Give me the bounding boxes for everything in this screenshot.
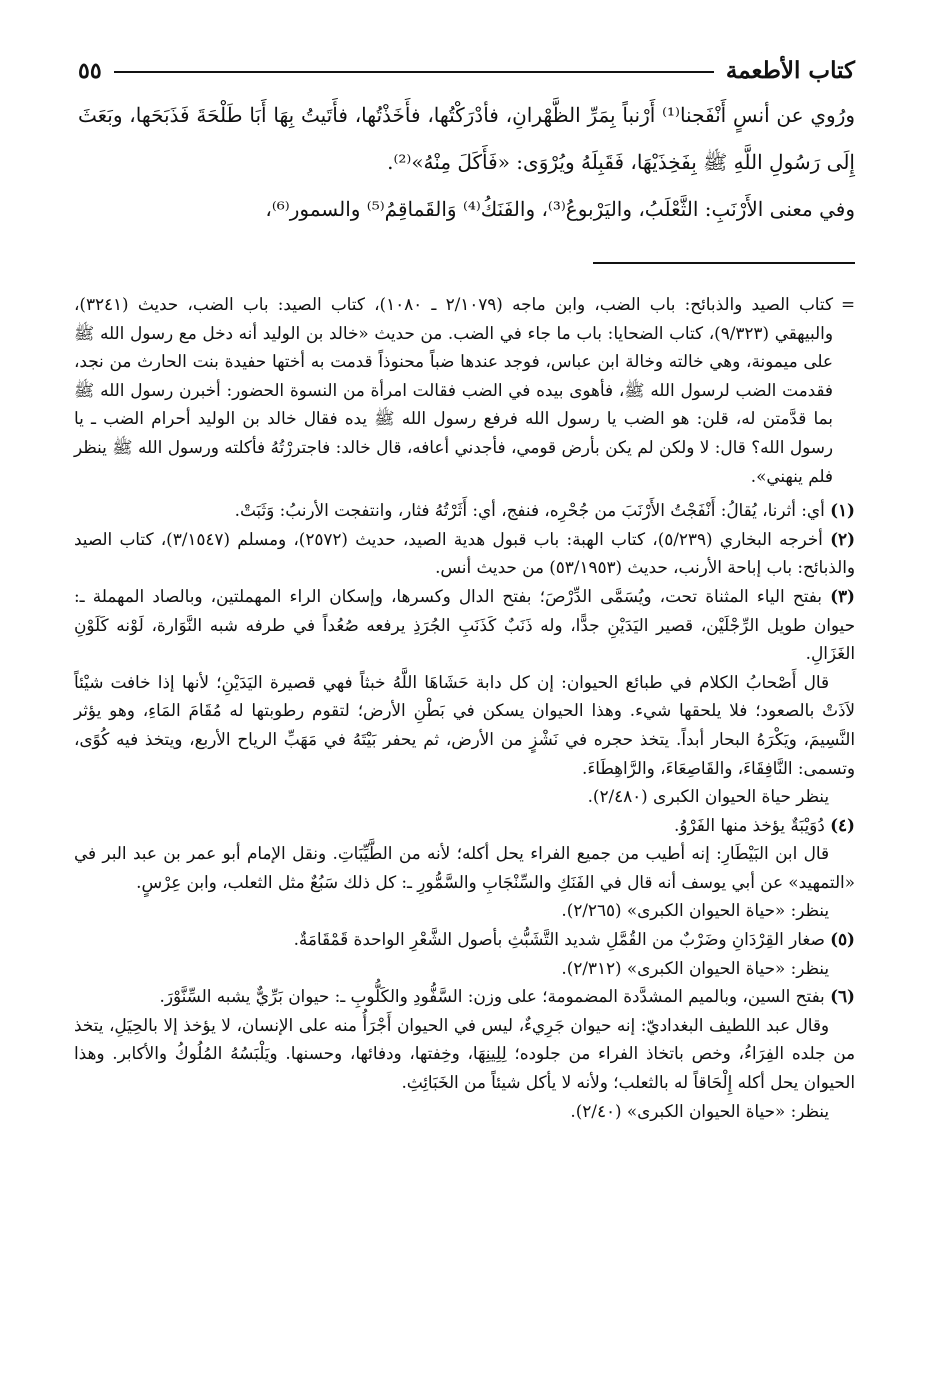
- footnote-text: دُوَيْبَةٌ يؤخذ منها الفَرْوُ.: [674, 814, 825, 835]
- main-paragraph: وفي معنى الأَرْنَبِ: الثَّعْلَبُ، واليَرْبوعُ⁽³⁾، والفَنَكُ⁽⁴⁾ وَالقَماقِمُ⁽⁵⁾ والسمور⁽⁶⁾،: [265, 197, 855, 221]
- running-title: كتاب الأطعمة: [725, 57, 855, 84]
- footnote-text: أي: أثرنا، يُقالُ: أَنْفَجْتُ الأَرْنَبَ من جُحْرِه، فنفج، أي: أَثَرْتُهُ فثار، وانتفجت الأرنبُ: وَثَبَتْ.: [234, 500, 825, 521]
- continuation-text: كتاب الصيد والذبائح: باب الضب، وابن ماجه (٢/١٠٧٩ ـ ١٠٨٠)، كتاب الصيد: باب الضب، حديث (٣٢٤١)، والبيهقي (٩/٣٢٣)، كتاب الضحايا: باب ما جاء في الضب. من حديث «خالد بن الوليد أنه دخل مع رسول الله ﷺ على ميمونة، وهي خالته وخالة ابن عباس، فوجد عندها ضباً محنوذاً قدمت به أختها حفيدة بنت الحارث من نجد، فقدمت الضب لرسول الله ﷺ، فأهوى بيده في الضب فقالت امرأة من النسوة الحضور: أخبرن رسول الله ﷺ بما قدَّمتن له، قلن: هو الضب يا رسول الله فرفع رسول الله ﷺ يده فقال خالد بن الوليد أحرام الضب ـ يا رسول الله؟ قال: لا ولكن لم يكن بأرض قومي، فأجدني أعافه، قال خالد: فاجتررْتُهُ فأكلته ورسول الله ﷺ ينظر فلم ينهني».: [74, 294, 833, 486]
- footnote-2: [74, 525, 855, 582]
- footnote-5: [74, 925, 855, 954]
- page-header: [78, 44, 855, 84]
- main-text: [78, 92, 855, 233]
- footnote-text: صغار القِرْدَانِ وضَرْبٌ من القُمَّلِ شديد التَّشَبُّثِ بأصول الشَّعْرِ الواحدة قَمْقَامَةٌ.: [293, 929, 825, 950]
- footnote-marker: (١): [830, 500, 855, 521]
- footnote-text: بفتح الياء المثناة تحت، ويُسَمَّى الدِّرْصَ؛ بفتح الدال وكسرها، وإسكان الراء المهملتين، وبالصاد المهملة ـ: حيوان طويل الرِّجْلَيْن، قصير اليَدَيْنِ جدًّا، وله ذَنَبٌ كَذَنَبِ الجُرَذِ يرفعه صُعُداً في طرفه شبه النَّوَارة، لَوْنه كَلَوْنِ الغَزَالِ.: [74, 585, 855, 664]
- footnote-separator: [593, 262, 855, 264]
- footnote-marker: (٥): [830, 929, 855, 950]
- footnote-3-paragraph: قال أَصْحابُ الكلام في طبائع الحيوان: إن كل دابة حَشَاهَا اللَّهُ خبثاً فهي قصيرة اليَدَيْنِ؛ لأنها إذا خافت شيْئاً لاَذَتْ بالصعود؛ فلا يلحقها شيء. وهذا الحيوان يسكن في بَطْنِ الأرض؛ لتقوم رطوبتها له مُقَامَ المَاءِ، وهو يؤثر النَّسِيمَ، ويَكْرَهُ البحار أبداً. يتخذ حجره في نَشْزٍ من الأرض، ثم يحفر بَيْتَهُ في مَهَبِّ الرياح الأربع، ويتخذ فيه كُوًى، وتسمى: النَّافِقَاءَ، والقَاصِعَاءَ، والرَّاهِطَاءَ.: [74, 671, 855, 778]
- page-number: ٥٥: [78, 58, 102, 84]
- footnote-4: [74, 811, 855, 840]
- continuation-mark: =: [840, 294, 855, 314]
- footnote-1: [74, 496, 855, 525]
- footnote-6: [74, 982, 855, 1011]
- footnote-marker: (٢): [830, 528, 856, 549]
- footnote-6-paragraph: وقال عبد اللطيف البغداديّ: إنه حيوان جَرِيءٌ، ليس في الحيوان أَجْرَأُ منه على الإنسان، لا يؤخذ إلا بالحِيَلِ، يتخذ من جلده الفِرَاءُ، وخص باتخاذ الفراء من جلوده؛ لِلِينِهَا، وخِفتها، ودفائها، وحسنها. ويَلْبَسُهُ المُلُوكُ والأكابر. وهذا الحيوان يحل أكله إِلْحَاقاً له بالثعلب؛ ولأنه لا يأكل شيئاً من الخَبَائِثِ.: [74, 1014, 855, 1093]
- footnote-continuation: [74, 290, 855, 490]
- footnote-marker: (٣): [830, 585, 855, 606]
- footnote-3: [74, 582, 855, 668]
- footnote-marker: (٦): [830, 986, 855, 1007]
- footnote-4-reference: ينظر: «حياة الحيوان الكبرى» (٢/٢٦٥).: [561, 900, 829, 921]
- main-paragraph: ورُوي عن أنسٍ أَنْفَجنا⁽¹⁾ أَرْنباً بِمَرِّ الظَّهْرانِ، فأدْرَكْتُها، فأَخَذْتُها، فأَتَيتُ بِهَا أَبَا طَلْحَةَ فَذَبَحَها، وبَعَثَ إِلَى رَسُولِ اللَّهِ ﷺ بِفَخِذَيْهَا، فَقَبِلَهُ ويُرْوَى: «فَأَكَلَ مِنْهُ»⁽²⁾.: [78, 103, 856, 174]
- footnote-marker: (٤): [830, 814, 855, 835]
- footnote-text: بفتح السين، وبالميم المشدَّدة المضمومة؛ على وزن: السَّفُّودِ والكَلُّوبِ ـ: حيوان بَرِّيٌّ يشبه السِّنَّوْرَ.: [159, 986, 825, 1007]
- footnote-text: أخرجه البخاري (٥/٢٣٩)، كتاب الهبة: باب قبول هدية الصيد، حديث (٢٥٧٢)، ومسلم (٣/١٥٤٧)، كتاب الصيد والذبائح: باب إباحة الأرنب، حديث (٥٣/١٩٥٣) من حديث أنس.: [74, 528, 855, 578]
- footnote-6-reference: ينظر: «حياة الحيوان الكبرى» (٢/٤٠).: [570, 1100, 829, 1121]
- footnote-4-paragraph: قال ابن البَيْطَارِ: إنه أطيب من جميع الفراء يحل أكله؛ لأنه من الطَّيِّبَاتِ. ونقل الإمام أبو عمر بن عبد البر في «التمهيد» عن أبي يوسف أنه قال في الفَنَكِ والسِّنْجَابِ والسَّمُّورِ ـ: كل ذلك سَبُعٌ مثل الثعلب، وابن عِرْسٍ.: [74, 843, 855, 892]
- footnote-5-reference: ينظر: «حياة الحيوان الكبرى» (٢/٣١٢).: [561, 957, 829, 978]
- header-rule: [114, 71, 714, 73]
- footnote-3-reference: ينظر حياة الحيوان الكبرى (٢/٤٨٠).: [587, 786, 829, 807]
- footnotes: [74, 290, 855, 1125]
